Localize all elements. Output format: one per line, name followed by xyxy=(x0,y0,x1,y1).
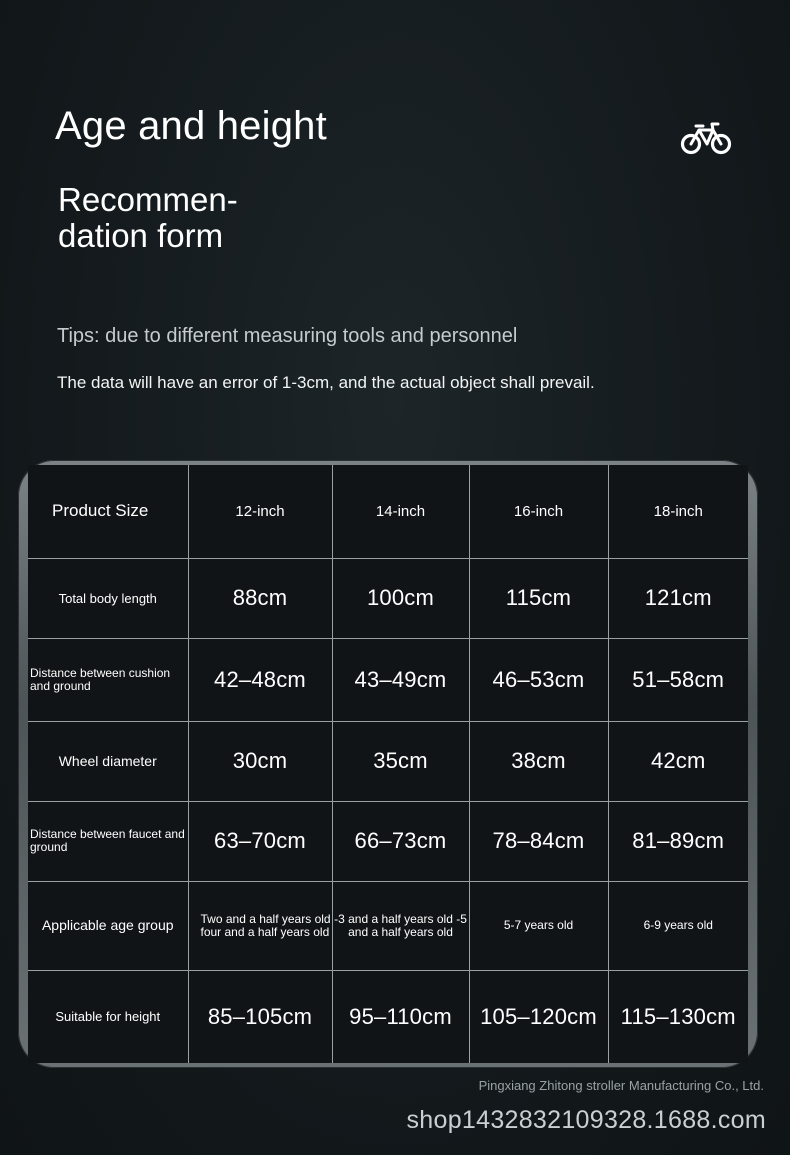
tips-line-2: The data will have an error of 1-3cm, and the actual object shall prevail. xyxy=(57,373,595,392)
page-title: Age and height xyxy=(55,104,327,148)
row-label-age-group: Applicable age group xyxy=(28,881,188,970)
table-row xyxy=(28,801,748,881)
table-cell: 105–120cm xyxy=(469,970,608,1063)
table-header-row xyxy=(28,465,748,558)
size-recommendation-table xyxy=(28,465,748,1063)
table-cell: 38cm xyxy=(469,721,608,801)
table-cell: 46–53cm xyxy=(469,638,608,721)
table-cell: Two and a half years old four and a half years old xyxy=(188,881,332,970)
header-size-16: 16-inch xyxy=(469,465,608,558)
table-cell: 115cm xyxy=(469,558,608,638)
table-cell: 95–110cm xyxy=(332,970,469,1063)
table-cell: 78–84cm xyxy=(469,801,608,881)
company-name: Pingxiang Zhitong stroller Manufacturing Co., Ltd. xyxy=(478,1078,764,1093)
table-cell: 42–48cm xyxy=(188,638,332,721)
row-label-cushion-distance: Distance between cushion and ground xyxy=(28,638,188,721)
table-cell: -3 and a half years old -5 and a half years old xyxy=(332,881,469,970)
table-row xyxy=(28,970,748,1063)
header-size-14: 14-inch xyxy=(332,465,469,558)
table-cell: 88cm xyxy=(188,558,332,638)
row-label-total-body-length: Total body length xyxy=(28,558,188,638)
table-cell: 51–58cm xyxy=(608,638,748,721)
table-cell: 6-9 years old xyxy=(608,881,748,970)
table-cell: 5-7 years old xyxy=(469,881,608,970)
header-product-size: Product Size xyxy=(28,465,188,558)
table-cell: 115–130cm xyxy=(608,970,748,1063)
row-label-wheel-diameter: Wheel diameter xyxy=(28,721,188,801)
header-size-18: 18-inch xyxy=(608,465,748,558)
tips-line-1: Tips: due to different measuring tools and personnel xyxy=(57,325,518,347)
table-cell: 35cm xyxy=(332,721,469,801)
table-cell: 121cm xyxy=(608,558,748,638)
bicycle-icon xyxy=(680,118,732,158)
table-cell: 30cm xyxy=(188,721,332,801)
table-cell: 42cm xyxy=(608,721,748,801)
table-cell: 100cm xyxy=(332,558,469,638)
table-cell: 81–89cm xyxy=(608,801,748,881)
table-cell: 85–105cm xyxy=(188,970,332,1063)
table-row xyxy=(28,881,748,970)
row-label-suitable-height: Suitable for height xyxy=(28,970,188,1063)
table-row xyxy=(28,558,748,638)
header-size-12: 12-inch xyxy=(188,465,332,558)
table-row xyxy=(28,638,748,721)
table-row xyxy=(28,721,748,801)
table-cell: 63–70cm xyxy=(188,801,332,881)
table-cell: 66–73cm xyxy=(332,801,469,881)
shop-url: shop1432832109328.1688.com xyxy=(406,1106,766,1134)
table-cell: 43–49cm xyxy=(332,638,469,721)
row-label-faucet-distance: Distance between faucet and ground xyxy=(28,801,188,881)
page-subtitle: Recommen- dation form xyxy=(58,181,238,254)
